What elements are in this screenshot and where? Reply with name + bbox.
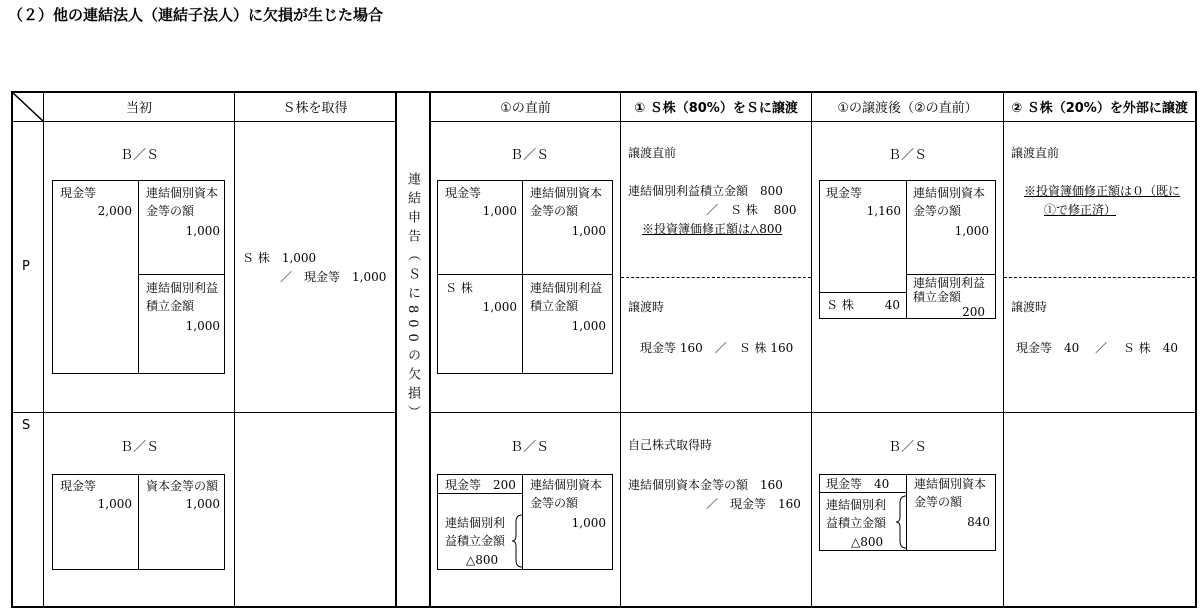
capital-label: 連結個別資本金等の額 (913, 186, 986, 218)
cash-label: 現金等 (60, 479, 97, 493)
cash: 現金等 200 (445, 478, 516, 492)
section-heading: 譲渡直前 (628, 146, 677, 160)
bs-title: Ｂ／Ｓ (510, 440, 550, 455)
retained-label: 連結個別利益積立金額 (826, 498, 887, 530)
cash: 現金等 40 (826, 477, 890, 491)
corner-diagonal (12, 92, 44, 122)
cash-label: 現金等 (445, 186, 482, 200)
bs-title: Ｂ／Ｓ (120, 440, 160, 455)
note-line1: ※投資簿価修正額は０（既に (1024, 184, 1181, 198)
bs-title: Ｂ／Ｓ (888, 148, 928, 163)
retained-value: 200 (962, 305, 985, 319)
row-label-p: P (22, 259, 30, 274)
cash-value: 1,000 (482, 204, 517, 218)
cash-value: 1,000 (97, 497, 132, 511)
header-before1: ①の直前 (500, 101, 551, 116)
header-initial: 当初 (125, 101, 152, 116)
section-heading: 自己株式取得時 (628, 438, 713, 452)
note-line2: ①で修正済） (1044, 203, 1117, 217)
header-acquire: Ｓ株を取得 (282, 101, 348, 116)
header-transfer80: ① Ｓ株（80%）をＳに譲渡 (634, 101, 798, 116)
capital-label: 連結個別資本金等の額 (914, 477, 987, 509)
capital-value: 1,000 (571, 224, 606, 238)
journal-entry-line1: Ｓ 株 1,000 (242, 251, 317, 265)
brace-icon (512, 514, 524, 568)
retained-label: 連結個別利益積立金額 (913, 276, 986, 304)
s-share-label: Ｓ 株 (826, 298, 854, 312)
s-share-label: Ｓ 株 (445, 281, 473, 295)
header-transfer20: ② Ｓ株（20%）を外部に譲渡 (1011, 101, 1188, 116)
capital-value: 1,000 (185, 224, 220, 238)
capital-label: 連結個別資本金等の額 (530, 186, 603, 218)
journal-entry-line2: ／ 現金等 160 (706, 497, 801, 511)
bs-title: Ｂ／Ｓ (888, 440, 928, 455)
page-title: （２）他の連結法人（連結子法人）に欠損が生じた場合 (8, 6, 384, 24)
retained-value: △800 (466, 553, 499, 567)
retained-value: 1,000 (571, 319, 606, 333)
brace-icon (896, 495, 908, 549)
journal-entry-line2: ／ 現金等 1,000 (280, 270, 387, 284)
retained-value: △800 (851, 535, 884, 549)
capital-value: 1,000 (954, 224, 989, 238)
bs-title: Ｂ／Ｓ (510, 148, 550, 163)
capital-value: 1,000 (185, 497, 220, 511)
capital-label: 連結個別資本金等の額 (530, 478, 603, 510)
header-after1: ①の譲渡後（②の直前） (837, 101, 978, 116)
journal-entry: 現金等 160 ／ Ｓ 株 160 (640, 341, 794, 355)
cash-label: 現金等 (826, 186, 863, 200)
bs-title: Ｂ／Ｓ (120, 148, 160, 163)
note: ※投資簿価修正額は△800 (642, 222, 783, 236)
row-label-s: S (22, 418, 31, 433)
journal-entry-line2: ／ Ｓ 株 800 (706, 203, 797, 217)
vertical-label: 連結申告（Ｓに800の欠損） (405, 172, 420, 424)
journal-entry-line1: 連結個別利益積立金額 800 (628, 184, 783, 198)
cash-value: 1,160 (866, 204, 901, 218)
retained-label: 連結個別利益積立金額 (146, 281, 219, 313)
retained-value: 1,000 (185, 319, 220, 333)
section-heading: 譲渡直前 (1011, 146, 1060, 160)
s-share-value: 40 (884, 298, 900, 312)
s-share-value: 1,000 (482, 300, 517, 314)
capital-label: 連結個別資本金等の額 (146, 186, 219, 218)
journal-entry-line1: 連結個別資本金等の額 160 (628, 478, 783, 492)
journal-entry: 現金等 40 ／ Ｓ 株 40 (1016, 341, 1178, 355)
capital-value: 840 (967, 515, 990, 529)
section-heading: 譲渡時 (628, 300, 665, 314)
retained-label: 連結個別利益積立金額 (445, 516, 506, 548)
capital-label: 資本金等の額 (146, 479, 219, 493)
cash-label: 現金等 (60, 186, 97, 200)
capital-value: 1,000 (571, 516, 606, 530)
retained-label: 連結個別利益積立金額 (530, 281, 603, 313)
section-heading: 譲渡時 (1011, 300, 1048, 314)
cash-value: 2,000 (97, 204, 132, 218)
